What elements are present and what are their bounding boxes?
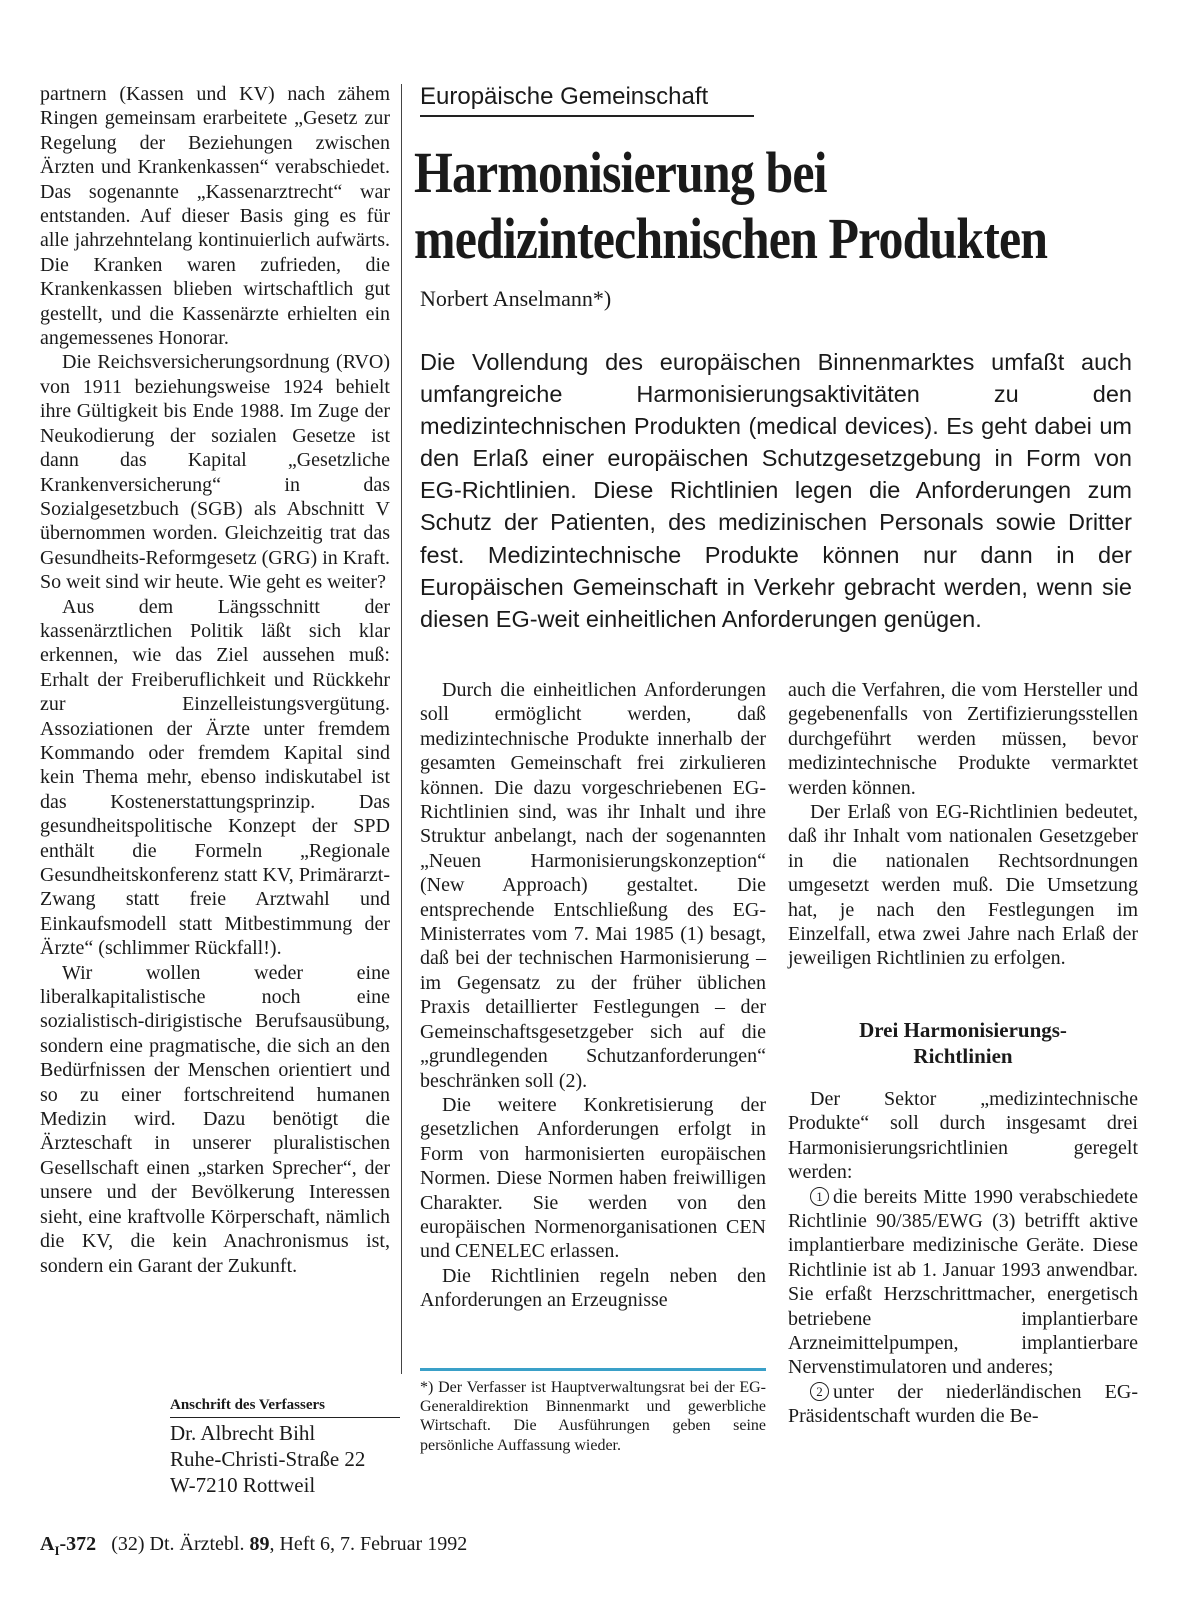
address-city: W-7210 Rottweil	[170, 1473, 316, 1497]
citation-start: (32) Dt. Ärztebl.	[111, 1533, 250, 1555]
section-label: Europäische Gemeinschaft	[420, 80, 754, 117]
list-item	[788, 1185, 1138, 1380]
right-column	[788, 678, 1138, 1429]
left-paragraph: Die Reichsversicherungsordnung (RVO) von 1911 beziehungsweise 1924 behielt ihre Gültigkeit bis Ende 1988. Im Zuge der Neukodierung der sozialen Gesetze ist dann das Kapital „Gesetzliche Krankenversicherung“ in das Sozialgesetzbuch (SGB) als Abschnitt V übernommen worden. Gleichzeitig trat das Gesundheits-Reformgesetz (GRG) in Kraft. So weit sind wir heute. Wie geht es weiter?	[40, 351, 390, 594]
left-paragraph: partnern (Kassen und KV) nach zähem Ringen gemeinsam erarbeitete „Gesetz zur Regelung der Beziehungen zwischen Ärzten und Krankenkassen“ verabschiedet. Das sogenannte „Kassenarztrecht“ war entstanden. Auf dieser Basis ging es für alle jahrzehntelang kontinuierlich aufwärts. Die Kranken waren zufrieden, die Krankenkassen blieben wirtschaftlich gut gestellt, und die Kassenärzte erhielten ein angemessenes Honorar.	[40, 83, 390, 350]
page-number-subscript: I	[54, 1543, 60, 1558]
body-paragraph: Die weitere Konkretisierung der gesetzlichen Anforderungen erfolgt in Form von harmonisierten europäischen Normen. Diese Normen haben freiwilligen Charakter. Sie werden von den europäischen Normenorganisationen CEN und CENELEC erlassen.	[420, 1093, 766, 1263]
page-number-suffix: -372	[59, 1533, 97, 1555]
section-subheading	[788, 1017, 1138, 1069]
headline-line: Harmonisierung bei	[414, 140, 827, 205]
article-author: Norbert Anselmann*)	[420, 286, 612, 311]
address-heading: Anschrift des Verfassers	[170, 1396, 400, 1418]
headline-line: medizintechnischen Produkten	[414, 206, 1048, 271]
list-item-text: unter der niederländischen EG-Präsidentschaft wurden die Be-	[788, 1380, 1138, 1428]
column-divider	[401, 84, 402, 1374]
page-number-prefix: A	[40, 1533, 55, 1555]
list-item	[788, 1380, 1138, 1429]
body-paragraph: Die Richtlinien regeln neben den Anforderungen an Erzeugnisse	[420, 1264, 766, 1312]
footnote-rule	[420, 1368, 766, 1371]
subheading-line: Drei Harmonisierungs-	[859, 1017, 1067, 1042]
list-item-text: die bereits Mitte 1990 verabschiedete Richtlinie 90/385/EWG (3) betrifft aktive implantierbare medizinische Geräte. Diese Richtlinie ist ab 1. Januar 1993 anwendbar. Sie erfaßt Herzschrittmacher, energetisch betriebene implantierbare Arzneimittelpumpen, implantierbare Nervenstimulatoren und anderes;	[788, 1185, 1138, 1379]
left-column	[40, 82, 390, 1278]
page-number	[40, 1533, 97, 1558]
left-paragraph: Aus dem Längsschnitt der kassenärztlichen Politik läßt sich klar erkennen, wie das Ziel aussehen muß: Erhalt der Freiberuflichkeit und Rückkehr zur Einzelleistungsvergütung. Assoziationen der Ärzte unter fremdem Kommando oder fremdem Kapital sind kein Thema mehr, ebenso indiskutabel ist das Kostenerstattungsprinzip. Das gesundheitspolitische Konzept der SPD enthält die Formeln „Regionale Gesundheitskonferenz statt KV, Primärarzt-Zwang statt freie Arztwahl und Einkaufsmodell statt Mitbestimmung der Ärzte“ (schlimmer Rückfall!).	[40, 595, 390, 960]
body-paragraph: Durch die einheitlichen Anforderungen soll ermöglicht werden, daß medizintechnische Produkte innerhalb der gesamten Gemeinschaft frei zirkulieren können. Die dazu vorgeschriebenen EG-Richtlinien sind, was ihr Inhalt und ihre Struktur anbelangt, nach der sogenannten „Neuen Harmonisierungskonzeption“ (New Approach) gestaltet. Die entsprechende Entschließung des EG-Ministerrates vom 7. Mai 1985 (1) besagt, daß bei der technischen Harmonisierung – im Gegensatz zu der früher üblichen Praxis detaillierter Festlegungen – der Gemeinschaftsgesetzgeber sich auf die „grundlegenden Schutzanforderungen“ beschränken soll (2).	[420, 679, 766, 1092]
citation-end: , Heft 6, 7. Februar 1992	[269, 1533, 468, 1555]
volume-number: 89	[249, 1533, 270, 1555]
body-paragraph: auch die Verfahren, die vom Hersteller und gegebenenfalls von Zertifizierungsstellen durchgeführt werden müssen, bevor medizintechnische Produkte vermarktet werden können.	[788, 679, 1138, 799]
middle-column	[420, 678, 766, 1313]
address-street: Ruhe-Christi-Straße 22	[170, 1447, 366, 1471]
article-lead: Die Vollendung des europäischen Binnenmarktes umfaßt auch umfangreiche Harmonisierungsaktivitäten zu den medizintechnischen Produkten (medical devices). Es geht dabei um den Erlaß einer europäischen Schutzgesetzgebung in Form von EG-Richtlinien. Diese Richtlinien legen die Anforderungen zum Schutz der Patienten, des medizinischen Personals sowie Dritter fest. Medizintechnische Produkte können nur dann in der Europäischen Gemeinschaft in Verkehr gebracht werden, wenn sie diesen EG-weit einheitlichen Anforderungen genügen.	[420, 349, 1132, 632]
body-paragraph: Der Erlaß von EG-Richtlinien bedeutet, daß ihr Inhalt vom nationalen Gesetzgeber in die nationalen Rechtsordnungen umgesetzt werden muß. Die Umsetzung hat, je nach den Festlegungen im Einzelfall, etwa zwei Jahre nach Erlaß der jeweiligen Richtlinien zu erfolgen.	[788, 801, 1138, 970]
circled-number-1: 1	[810, 1187, 829, 1206]
page-footer	[40, 1531, 467, 1564]
left-paragraph: Wir wollen weder eine liberalkapitalistische noch eine sozialistisch-dirigistische Berufsausübung, sondern eine pragmatische, die sich an den Bedürfnissen der Menschen orientiert und so zu einer fortschreitend humanen Medizin wird. Dazu benötigt die Ärzteschaft in unserer pluralistischen Gesellschaft einen „starken Sprecher“, der unsere und der Bevölkerung Interessen sieht, eine kraftvolle Körperschaft, nämlich die KV, die kein Anachronismus ist, sondern ein Garant der Zukunft.	[40, 961, 390, 1277]
address-name: Dr. Albrecht Bihl	[170, 1421, 316, 1445]
body-paragraph: Der Sektor „medizintechnische Produkte“ soll durch insgesamt drei Harmonisierungsrichtlinien geregelt werden:	[788, 1087, 1138, 1184]
author-address	[170, 1396, 400, 1498]
circled-number-2: 2	[810, 1382, 829, 1401]
article-headline	[414, 140, 1050, 272]
subheading-line: Richtlinien	[913, 1043, 1013, 1068]
footnote: *) Der Verfasser ist Hauptverwaltungsrat bei der EG-Generaldirektion Binnenmarkt und gewerbliche Wirtschaft. Die Ausführungen geben seine persönliche Auffassung wieder.	[420, 1379, 766, 1454]
